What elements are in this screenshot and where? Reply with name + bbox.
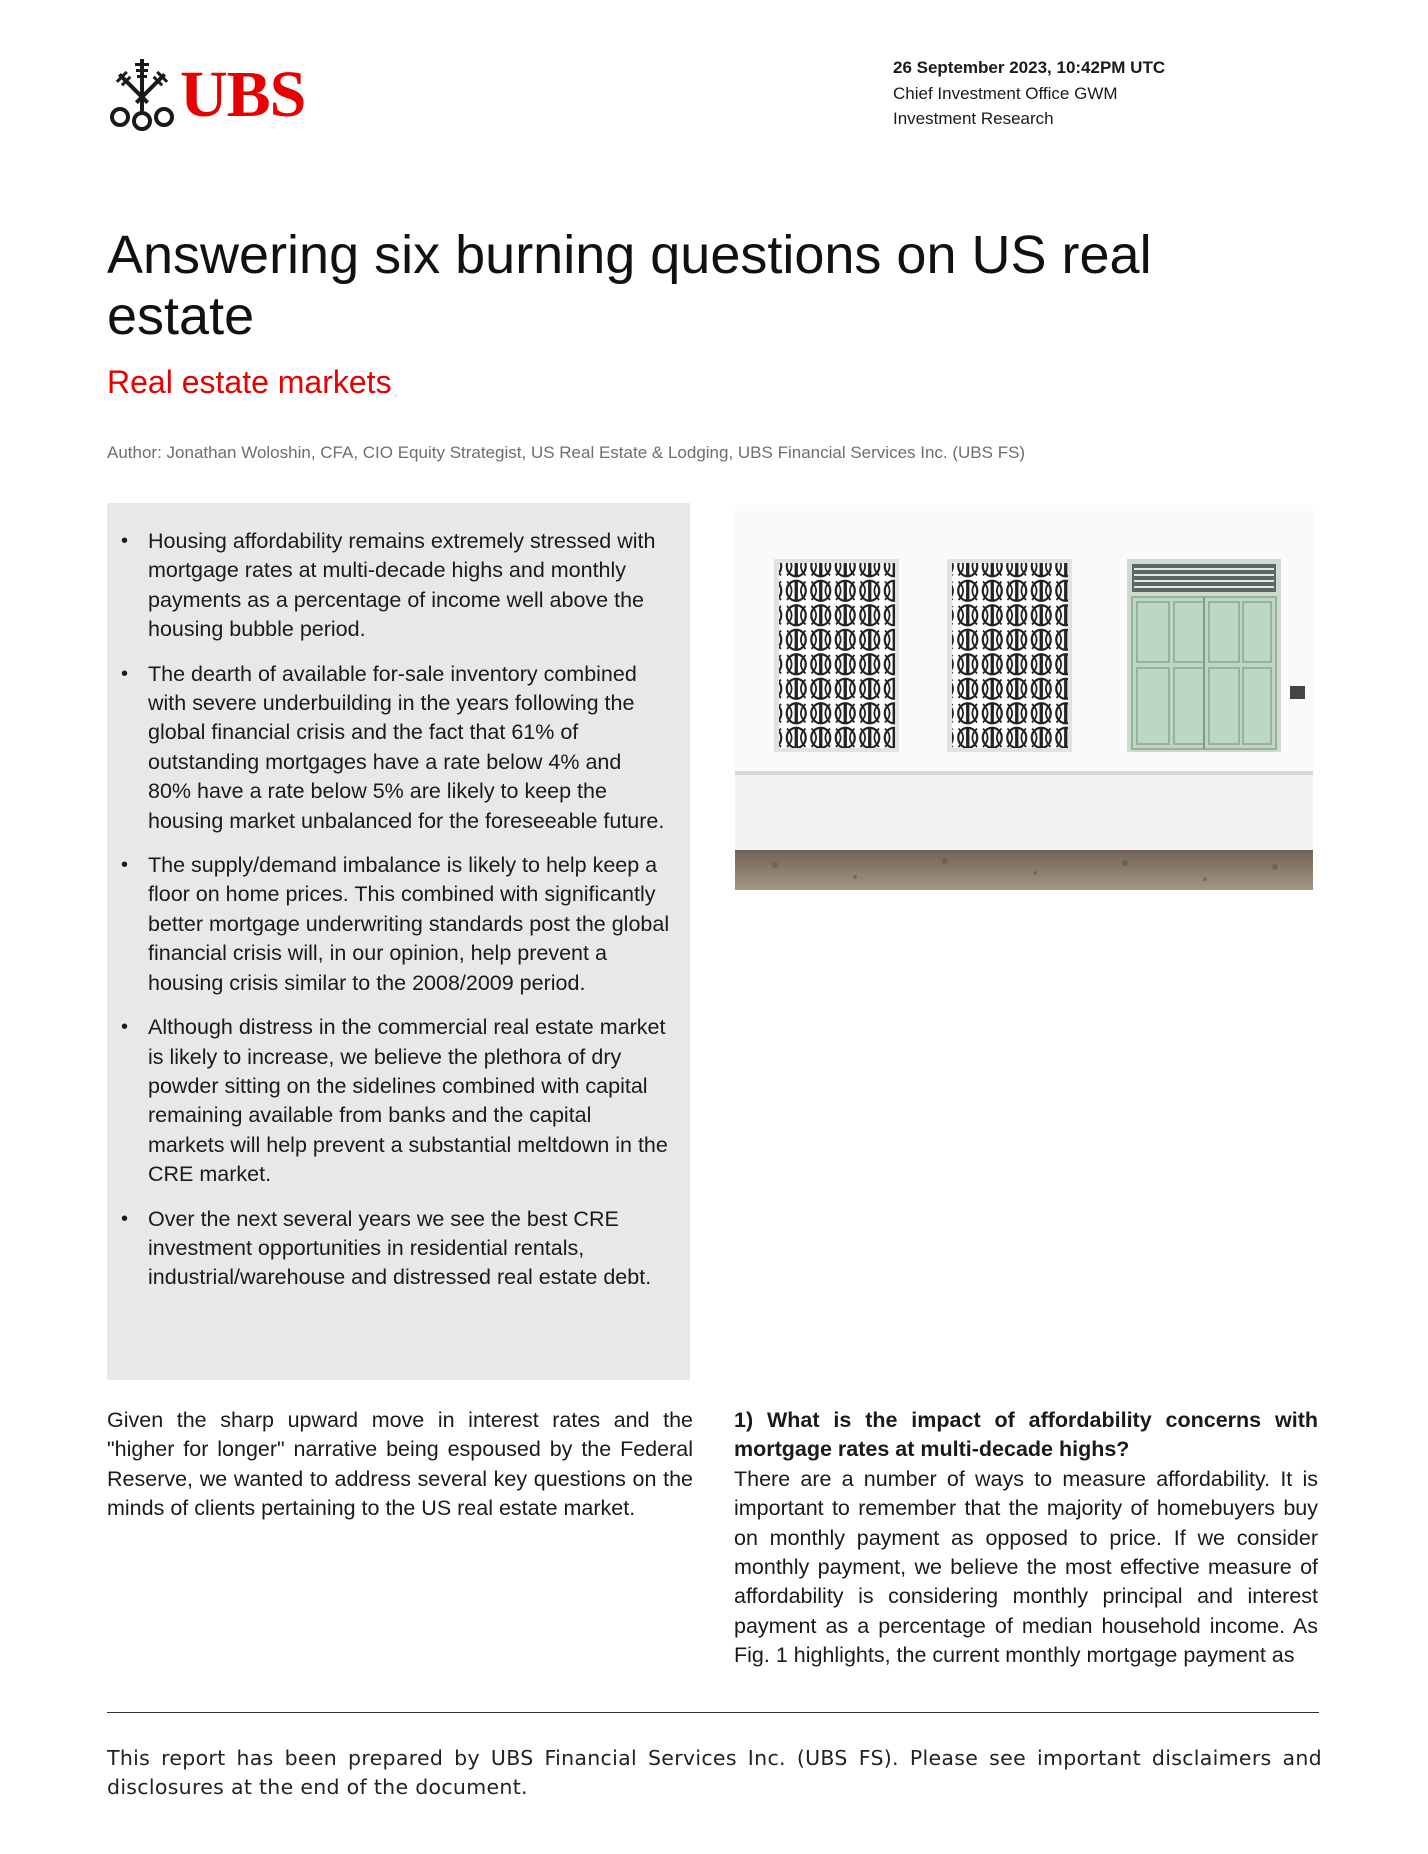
summary-bullet: • Over the next several years we see the best CRE investment opportunities in residential rentals, industrial/warehouse and distressed real estate debt. xyxy=(107,1205,670,1293)
intro-paragraph: Given the sharp upward move in interest rates and the "higher for longer" narrative being espoused by the Federal Reserve, we wanted to address several key questions on the minds of clients pertaining to the US real estate market. xyxy=(107,1408,693,1521)
page-title: Answering six burning questions on US real estate xyxy=(107,225,1152,346)
report-type: Investment Research xyxy=(893,109,1054,128)
section-heading: 1) What is the impact of affordability concerns with mortgage rates at multi-decade highs? xyxy=(734,1408,1318,1462)
summary-bullet: • Housing affordability remains extremely stressed with mortgage rates at multi-decade highs and monthly payments as a percentage of income well above the housing bubble period. xyxy=(107,527,670,645)
brand-wordmark: UBS xyxy=(180,58,306,131)
summary-box xyxy=(107,503,690,1380)
summary-bullet: • The dearth of available for-sale inventory combined with severe underbuilding in the years following the global financial crisis and the fact that 61% of outstanding mortgages have a rate below 4% and 80% have a rate below 5% are likely to keep the housing market unbalanced for the foreseeable future. xyxy=(107,660,670,836)
section-affordability xyxy=(734,1406,1318,1671)
report-office: Chief Investment Office GWM xyxy=(893,83,1118,103)
disclaimer-note: This report has been prepared by UBS Financial Services Inc. (UBS FS). Please see important disclaimers and disclosures at the end of the document. xyxy=(107,1746,1322,1799)
ubs-logo xyxy=(107,57,312,132)
report-date: 26 September 2023, 10:42PM UTC xyxy=(893,58,1166,77)
section-body: There are a number of ways to measure affordability. It is important to remember that the majority of homebuyers buy on monthly payment as opposed to price. If we consider monthly payment, we believe the most effective measure of affordability is considering monthly principal and interest payment as a percentage of median household income. As Fig. 1 highlights, the current monthly mortgage payment as xyxy=(734,1466,1318,1668)
footer-divider xyxy=(107,1712,1319,1713)
cover-photo xyxy=(735,505,1313,890)
report-meta xyxy=(893,55,1373,132)
keys-icon xyxy=(107,57,177,132)
summary-bullet: • Although distress in the commercial real estate market is likely to increase, we believe the plethora of dry powder sitting on the sidelines combined with capital remaining available from banks and the capital markets will help prevent a substantial meltdown in the CRE market. xyxy=(107,1013,670,1189)
author-line: Author: Jonathan Woloshin, CFA, CIO Equity Strategist, US Real Estate & Lodging, UBS Financial Services Inc. (UBS FS) xyxy=(107,443,1026,462)
summary-bullet: • The supply/demand imbalance is likely to help keep a floor on home prices. This combined with significantly better mortgage underwriting standards post the global financial crisis will, in our opinion, help prevent a housing crisis similar to the 2008/2009 period. xyxy=(107,851,670,998)
page-subtitle: Real estate markets xyxy=(107,364,392,400)
summary-list xyxy=(107,527,670,1293)
